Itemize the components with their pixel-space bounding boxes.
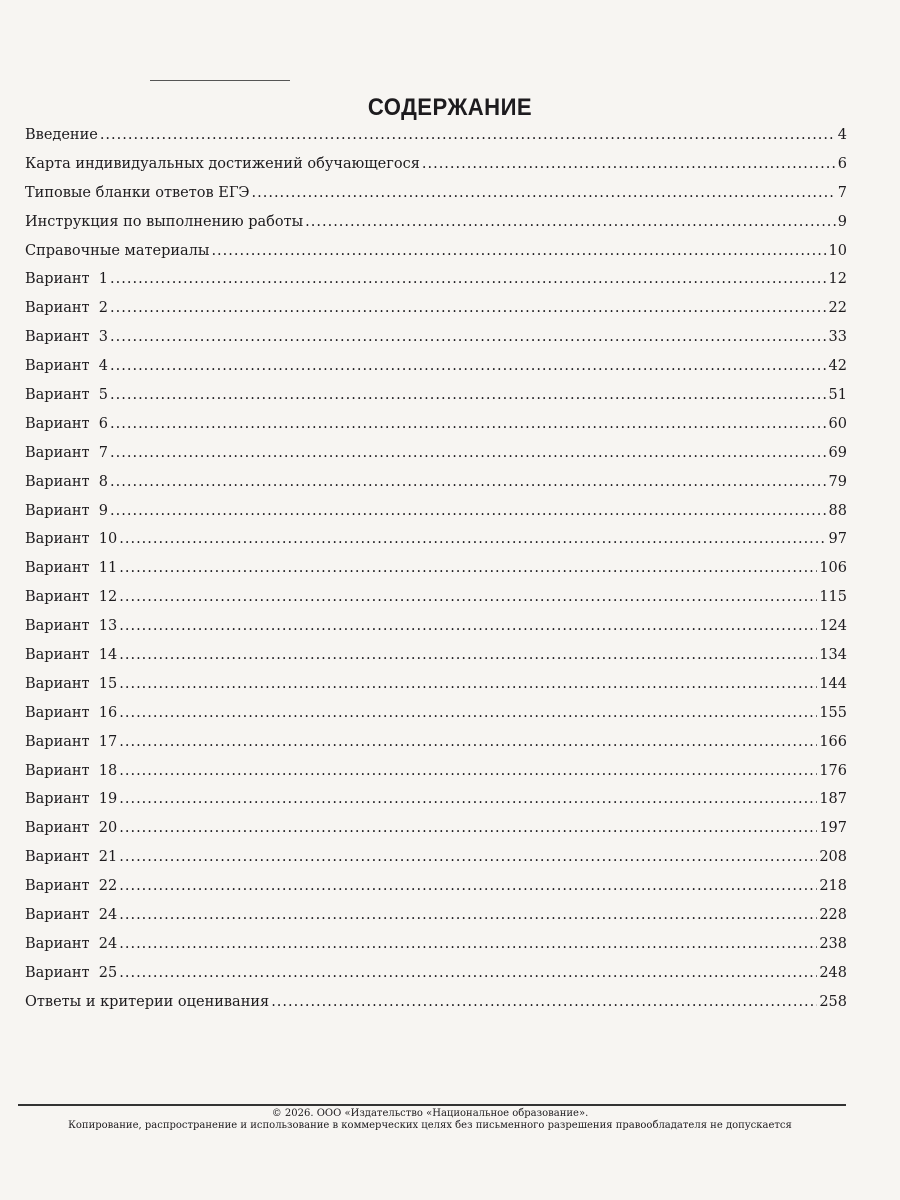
toc-entry (25, 387, 847, 416)
toc-entry-page: 124 (819, 618, 847, 635)
toc-entry-label: Вариант 25 (25, 964, 118, 981)
toc-entry (25, 560, 847, 589)
toc-entry (25, 734, 847, 763)
toc-entry (25, 445, 847, 474)
toc-entry-page: 197 (819, 820, 847, 837)
toc-entry (25, 647, 847, 676)
table-of-contents (25, 127, 847, 1023)
footer-notice: Копирование, распространение и использование в коммерческих целях без письменного разрешения правообладателя не допускается (68, 1120, 792, 1131)
toc-entry-page: 33 (828, 329, 847, 346)
toc-entry-page: 42 (828, 358, 847, 375)
toc-entry (25, 156, 847, 185)
toc-leader-dots (119, 849, 817, 865)
toc-leader-dots (119, 647, 817, 663)
toc-entry (25, 271, 847, 300)
toc-entry-label: Вариант 14 (25, 647, 118, 664)
toc-entry (25, 936, 847, 965)
toc-leader-dots (252, 185, 836, 201)
toc-entry-label: Справочные материалы (25, 242, 210, 259)
toc-entry (25, 589, 847, 618)
toc-entry-page: 176 (819, 762, 847, 779)
toc-entry-label: Карта индивидуальных достижений обучающегося (25, 155, 420, 172)
footer-copyright: © 2026. ООО «Издательство «Национальное образование». (271, 1108, 589, 1119)
toc-entry-label: Вариант 11 (25, 560, 118, 577)
toc-entry-page: 10 (828, 242, 847, 259)
toc-entry-page: 79 (828, 473, 847, 490)
page-title: СОДЕРЖАНИЕ (367, 94, 533, 121)
toc-entry-page: 9 (837, 213, 847, 230)
toc-entry-label: Вариант 16 (25, 704, 118, 721)
toc-entry-label: Инструкция по выполнению работы (25, 213, 304, 230)
toc-entry-page: 106 (819, 560, 847, 577)
toc-leader-dots (119, 560, 817, 576)
toc-entry (25, 994, 847, 1023)
toc-entry-page: 238 (819, 935, 847, 952)
toc-leader-dots (271, 994, 817, 1010)
toc-leader-dots (110, 503, 827, 519)
toc-entry (25, 878, 847, 907)
toc-entry-page: 115 (819, 589, 847, 606)
toc-leader-dots (211, 243, 826, 259)
decorative-line (150, 80, 290, 81)
toc-leader-dots (119, 878, 817, 894)
toc-entry-label: Вариант 10 (25, 531, 118, 548)
toc-entry-page: 228 (819, 907, 847, 924)
toc-entry-label: Типовые бланки ответов ЕГЭ (25, 184, 250, 201)
toc-entry-page: 12 (828, 271, 847, 288)
toc-entry-page: 60 (828, 415, 847, 432)
toc-leader-dots (119, 820, 817, 836)
toc-entry-label: Ответы и критерии оценивания (25, 993, 270, 1010)
toc-entry (25, 849, 847, 878)
toc-leader-dots (119, 589, 817, 605)
toc-leader-dots (119, 734, 817, 750)
toc-entry-label: Вариант 20 (25, 820, 118, 837)
toc-entry-page: 6 (837, 155, 847, 172)
toc-entry-label: Вариант 8 (25, 473, 109, 490)
toc-entry (25, 820, 847, 849)
toc-entry-page: 7 (837, 184, 847, 201)
toc-entry-label: Вариант 7 (25, 444, 109, 461)
toc-entry (25, 214, 847, 243)
toc-leader-dots (119, 791, 817, 807)
toc-entry (25, 907, 847, 936)
toc-entry (25, 329, 847, 358)
toc-entry-label: Вариант 21 (25, 849, 118, 866)
toc-leader-dots (110, 300, 827, 316)
toc-entry-page: 187 (819, 791, 847, 808)
toc-leader-dots (110, 358, 827, 374)
toc-entry (25, 705, 847, 734)
toc-leader-dots (110, 445, 827, 461)
toc-entry (25, 474, 847, 503)
toc-entry-page: 208 (819, 849, 847, 866)
toc-entry-page: 155 (819, 704, 847, 721)
toc-entry-page: 51 (828, 387, 847, 404)
toc-entry (25, 618, 847, 647)
toc-entry-label: Вариант 18 (25, 762, 118, 779)
toc-entry (25, 676, 847, 705)
toc-leader-dots (119, 907, 817, 923)
toc-entry-page: 218 (819, 878, 847, 895)
toc-entry-page: 88 (828, 502, 847, 519)
toc-leader-dots (119, 763, 817, 779)
toc-leader-dots (119, 676, 817, 692)
toc-entry (25, 358, 847, 387)
toc-entry-page: 144 (819, 675, 847, 692)
toc-entry (25, 503, 847, 532)
toc-entry-page: 248 (819, 964, 847, 981)
toc-leader-dots (119, 531, 826, 547)
toc-entry-label: Вариант 13 (25, 618, 118, 635)
toc-entry-label: Вариант 12 (25, 589, 118, 606)
toc-entry (25, 531, 847, 560)
toc-entry-label: Введение (25, 127, 98, 143)
toc-entry-label: Вариант 3 (25, 329, 109, 346)
toc-leader-dots (119, 965, 817, 981)
toc-entry-label: Вариант 4 (25, 358, 109, 375)
toc-entry-label: Вариант 1 (25, 271, 109, 288)
toc-entry-label: Вариант 24 (25, 935, 118, 952)
toc-leader-dots (110, 329, 827, 345)
toc-entry (25, 185, 847, 214)
toc-entry (25, 416, 847, 445)
toc-entry-label: Вариант 6 (25, 415, 109, 432)
toc-entry-label: Вариант 5 (25, 387, 109, 404)
toc-entry-label: Вариант 22 (25, 878, 118, 895)
toc-entry-page: 97 (828, 531, 847, 548)
toc-entry-page: 166 (819, 733, 847, 750)
footer-divider (18, 1104, 846, 1106)
toc-leader-dots (110, 387, 827, 403)
toc-entry-label: Вариант 9 (25, 502, 109, 519)
toc-leader-dots (422, 156, 836, 172)
toc-leader-dots (119, 618, 817, 634)
toc-entry-page: 4 (837, 127, 847, 143)
toc-entry (25, 965, 847, 994)
toc-leader-dots (100, 127, 836, 143)
toc-leader-dots (110, 271, 827, 287)
toc-leader-dots (110, 474, 827, 490)
toc-entry (25, 763, 847, 792)
toc-entry-label: Вариант 24 (25, 907, 118, 924)
toc-entry-label: Вариант 19 (25, 791, 118, 808)
toc-leader-dots (110, 416, 827, 432)
toc-entry-label: Вариант 15 (25, 675, 118, 692)
toc-leader-dots (119, 705, 817, 721)
toc-entry (25, 127, 847, 156)
toc-entry-page: 134 (819, 647, 847, 664)
toc-leader-dots (119, 936, 817, 952)
toc-entry-page: 22 (828, 300, 847, 317)
toc-entry-label: Вариант 17 (25, 733, 118, 750)
toc-entry-page: 258 (819, 993, 847, 1010)
toc-entry-label: Вариант 2 (25, 300, 109, 317)
toc-entry (25, 243, 847, 272)
toc-entry (25, 300, 847, 329)
toc-entry-page: 69 (828, 444, 847, 461)
toc-entry (25, 791, 847, 820)
toc-leader-dots (305, 214, 836, 230)
